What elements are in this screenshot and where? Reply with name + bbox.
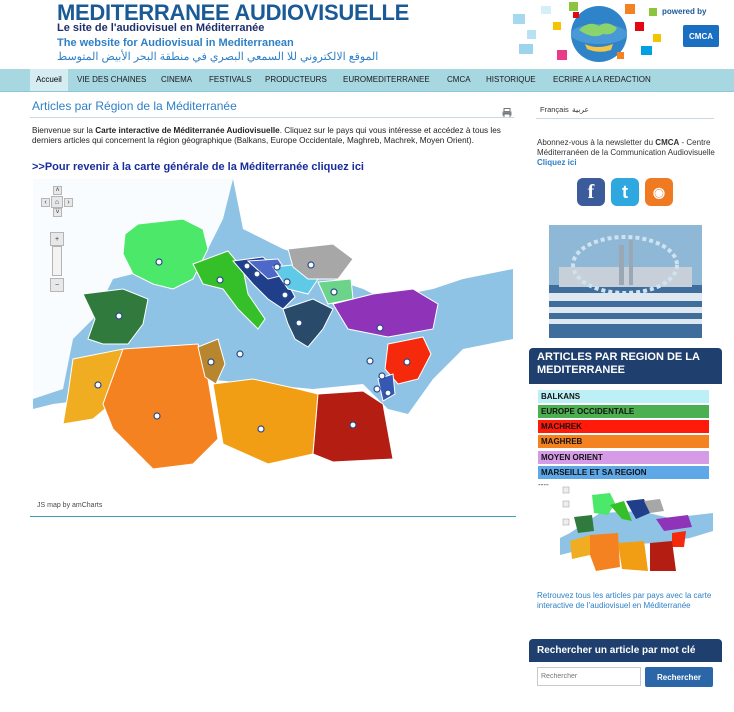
region-maghreb[interactable]: MAGHREB [538, 435, 709, 448]
newsletter-prefix: Abonnez-vous à la newsletter du [537, 138, 656, 147]
newsletter-text [537, 138, 717, 168]
pan-up-icon[interactable]: ˄ [53, 186, 62, 195]
newsletter-rest: - Centre Méditerranéen de la Communication Audiovisuelle [537, 138, 715, 157]
pan-right-icon[interactable]: › [64, 198, 73, 207]
language-divider [536, 118, 714, 119]
facebook-icon[interactable]: f [577, 178, 605, 206]
region-europe-occidentale[interactable]: EUROPE OCCIDENTALE [538, 405, 709, 418]
zoom-slider[interactable] [52, 246, 62, 276]
cmca-logo[interactable]: CMCA [683, 25, 719, 47]
nav-item-cinema[interactable]: CINEMA [161, 75, 193, 84]
nav-item-vie-des-chaines[interactable]: VIE DES CHAINES [77, 75, 147, 84]
map-bottom-divider [30, 516, 516, 517]
intro-prefix: Bienvenue sur la [32, 126, 96, 135]
interactive-region-map[interactable] [33, 179, 513, 513]
nav-item-producteurs[interactable]: PRODUCTEURS [265, 75, 327, 84]
separator-dash: ---- [538, 480, 549, 489]
nav-item-historique[interactable]: HISTORIQUE [486, 75, 536, 84]
zoom-in-button[interactable]: + [50, 232, 64, 246]
newsletter-link[interactable]: Cliquez ici [537, 158, 577, 167]
main-navigation [0, 69, 734, 92]
language-arabic-link[interactable]: عربية [572, 105, 589, 114]
pan-down-icon[interactable]: ˅ [53, 208, 62, 217]
zoom-out-button[interactable]: − [50, 278, 64, 292]
map-home-icon[interactable]: ⌂ [51, 196, 63, 208]
minimap-caption-link[interactable]: Retrouvez tous les articles par pays avec la carte interactive de l'audiovisuel en Méditerranée [537, 591, 712, 610]
powered-by-label: powered by [662, 7, 707, 16]
region-machrek[interactable]: MACHREK [538, 420, 709, 433]
language-french-link[interactable]: Français [540, 105, 569, 114]
harbor-photo[interactable] [549, 225, 702, 338]
region-moyen-orient[interactable]: MOYEN ORIENT [538, 451, 709, 464]
rss-icon[interactable]: ◉ [645, 178, 673, 206]
search-input[interactable] [537, 667, 641, 686]
nav-item-festivals[interactable]: FESTIVALS [209, 75, 252, 84]
map-credit[interactable]: JS map by amCharts [37, 502, 103, 509]
region-balkans[interactable]: BALKANS [538, 390, 709, 403]
twitter-icon[interactable]: t [611, 178, 639, 206]
nav-item-ecrire-a-la-redaction[interactable]: ECRIRE A LA REDACTION [553, 75, 651, 84]
intro-bold: Carte interactive de Méditerranée Audiovisuelle [95, 126, 280, 135]
nav-item-accueil[interactable]: Accueil [30, 69, 68, 91]
region-marseille[interactable]: MARSEILLE ET SA REGION [538, 466, 709, 479]
page-title: Articles par Région de la Méditerranée [32, 99, 237, 113]
nav-item-euromediterranee[interactable]: EUROMEDITERRANEE [343, 75, 430, 84]
title-divider [30, 117, 514, 118]
nav-item-cmca[interactable]: CMCA [447, 75, 471, 84]
tagline-ar: الموقع الالكتروني للا السمعي البصري في منطقة البحر الأبيض المتوسط [57, 51, 379, 63]
intro-suffix: . Cliquez sur le pays qui vous intéresse et accédez à tous les derniers articles qui concernent la région géographique (Balkans, Europe Occidentale, Maghreb, Machrek, Moyen Orient). [32, 126, 501, 145]
regions-panel-title: ARTICLES PAR REGION DE LA MEDITERRANEE [529, 348, 722, 384]
site-title[interactable]: MEDITERRANEE AUDIOVISUELLE [57, 0, 409, 25]
tagline-fr: Le site de l'audiovisuel en Méditerranée [57, 22, 265, 34]
search-button[interactable]: Rechercher [645, 667, 713, 687]
tagline-en: The website for Audiovisual in Mediterranean [57, 37, 294, 49]
newsletter-cmca: CMCA [655, 138, 680, 147]
search-panel-title: Rechercher un article par mot clé [529, 639, 722, 662]
minimap[interactable] [560, 483, 713, 583]
back-to-general-map-link[interactable]: >>Pour revenir à la carte générale de la Méditerranée cliquez ici [32, 161, 364, 173]
pan-left-icon[interactable]: ‹ [41, 198, 50, 207]
intro-text [32, 126, 514, 146]
